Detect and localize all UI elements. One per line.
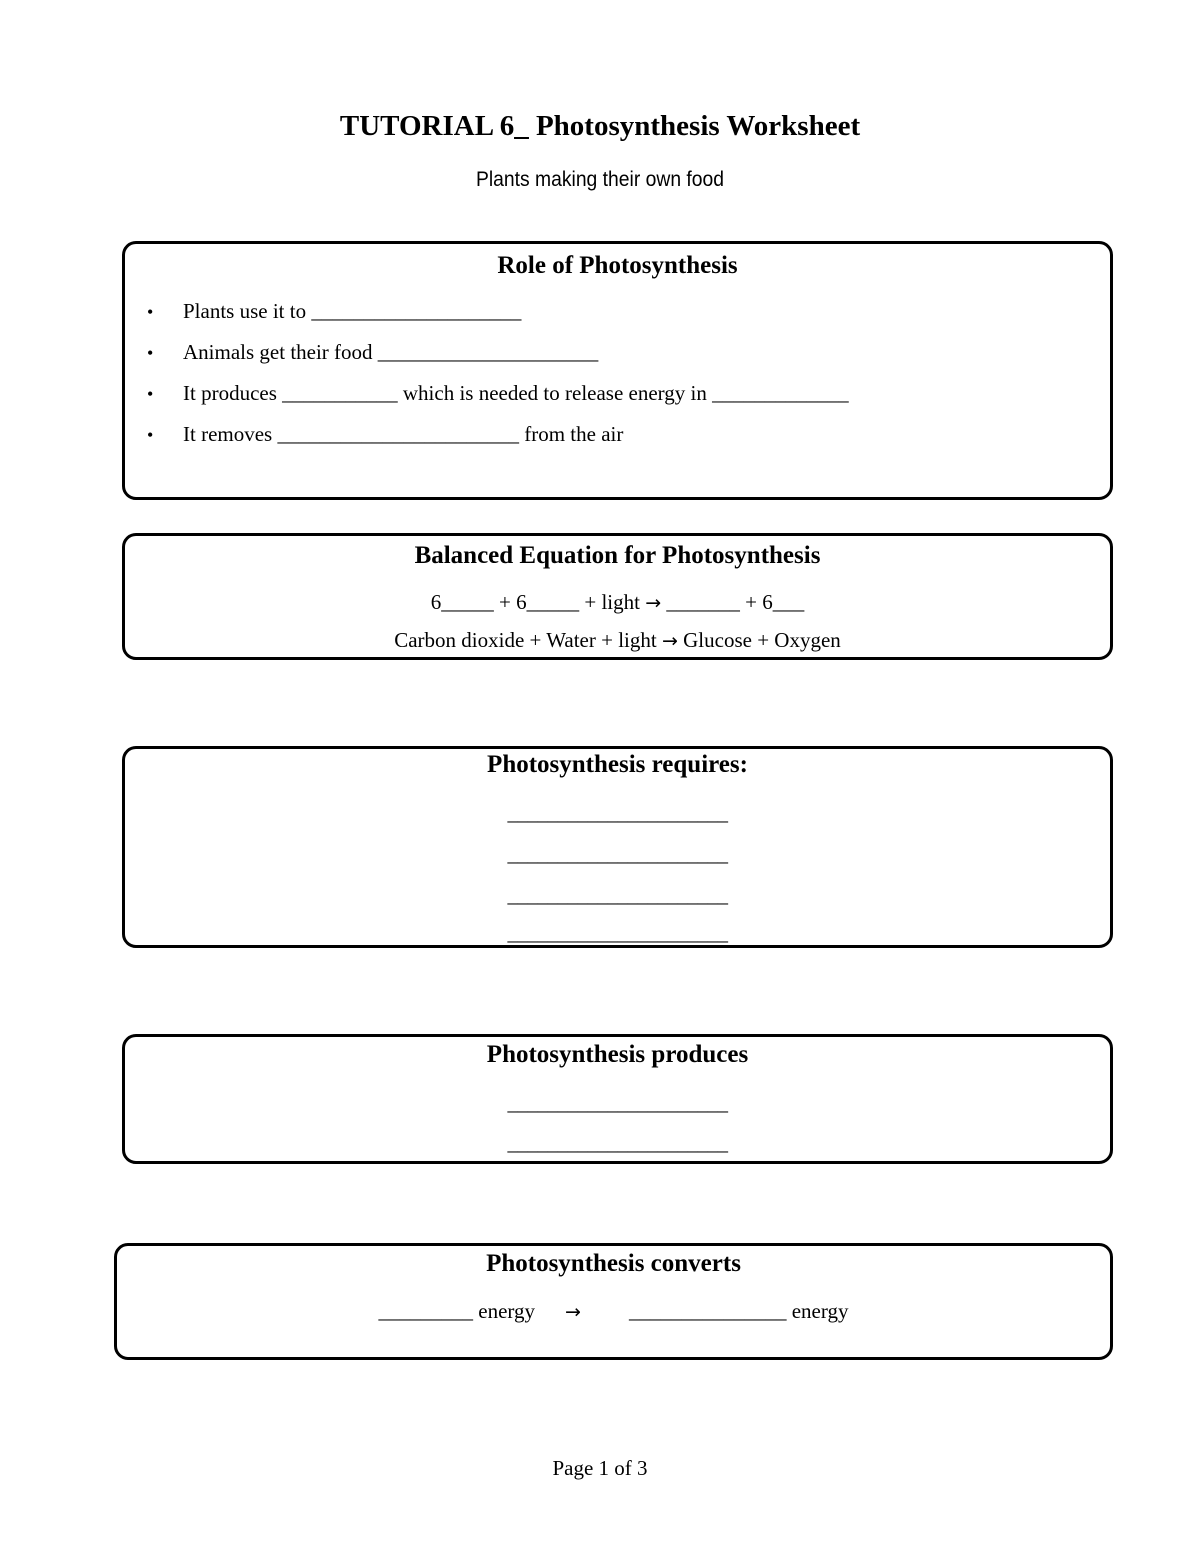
equation-blank-start: 6_____ + 6_____ + light: [430, 590, 646, 614]
role-item-text: It produces ___________ which is needed to release energy in _____________: [183, 381, 849, 405]
converts-line: [117, 1299, 1110, 1324]
role-item-text: It removes _______________________ from the air: [183, 422, 624, 446]
requires-blank: ______________________: [507, 883, 728, 907]
role-heading: Role of Photosynthesis: [497, 252, 738, 279]
photosynthesis-requires-box: [122, 746, 1113, 948]
converts-left: _________ energy: [378, 1299, 536, 1323]
list-item: [147, 337, 849, 378]
bullet-icon: •: [147, 425, 154, 445]
equation-word-start: Carbon dioxide + Water + light: [394, 628, 662, 652]
role-bullet-list: [147, 296, 849, 460]
role-item-text: Animals get their food _____________________: [183, 340, 599, 364]
equation-blank-end: _______ + 6___: [661, 590, 805, 614]
page-number: Page 1 of 3: [552, 1456, 648, 1480]
arrow-right-icon: →: [661, 630, 678, 652]
requires-blank: ______________________: [507, 801, 728, 825]
photosynthesis-produces-box: [122, 1034, 1113, 1164]
requires-blank: ______________________: [507, 921, 728, 945]
arrow-right-icon: →: [565, 1301, 581, 1323]
page-subtitle: Plants making their own food: [475, 168, 725, 191]
requires-heading: Photosynthesis requires:: [487, 751, 748, 778]
list-item: [147, 419, 849, 460]
arrow-right-icon: →: [645, 592, 662, 614]
photosynthesis-converts-box: [114, 1243, 1113, 1360]
bullet-icon: •: [147, 302, 154, 322]
balanced-equation-box: [122, 533, 1113, 660]
equation-heading: Balanced Equation for Photosynthesis: [414, 542, 821, 569]
produces-heading: Photosynthesis produces: [486, 1041, 749, 1068]
produces-blank: ______________________: [507, 1091, 728, 1115]
converts-right: _______________ energy: [628, 1299, 849, 1323]
equation-blank-line: [125, 590, 1110, 615]
requires-blank: ______________________: [507, 842, 728, 866]
role-of-photosynthesis-box: [122, 241, 1113, 500]
bullet-icon: •: [147, 384, 154, 404]
converts-heading: Photosynthesis converts: [486, 1250, 741, 1277]
equation-word-line: [125, 628, 1110, 653]
role-item-text: Plants use it to ____________________: [183, 299, 522, 323]
produces-blank: ______________________: [507, 1131, 728, 1155]
page-title: TUTORIAL 6_ Photosynthesis Worksheet: [339, 110, 861, 142]
equation-word-end: Glucose + Oxygen: [677, 628, 841, 652]
bullet-icon: •: [147, 343, 154, 363]
list-item: [147, 296, 849, 337]
list-item: [147, 378, 849, 419]
